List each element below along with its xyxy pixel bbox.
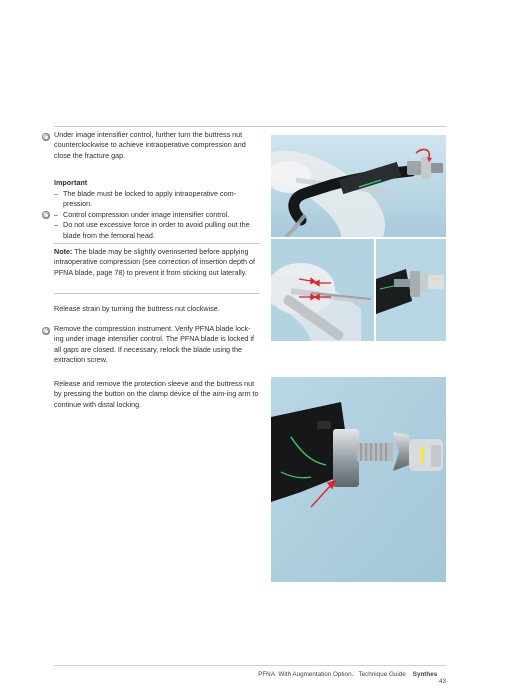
note-rule-bottom bbox=[54, 293, 260, 294]
step-2-text: Remove the compression instrument. Verify PFNA blade lock-ing under image intensifier control. The PFNA blade is locked if all gaps are closed. If necessary, relock the blade using the extraction screw. bbox=[54, 324, 255, 365]
buttress-nut-illustration bbox=[376, 239, 446, 341]
important-item-2: – Control compression under image intensifier control. bbox=[54, 210, 260, 220]
important-heading: Important bbox=[54, 178, 88, 187]
note-label: Note: bbox=[54, 247, 73, 256]
footer-rule bbox=[54, 665, 446, 666]
important-item-3: – Do not use excessive force in order to avoid pulling out the blade from the femoral head. bbox=[54, 220, 260, 241]
footer bbox=[250, 671, 446, 685]
step-1-text: Under image intensifier control, further turn the buttress nut counterclockwise to achieve intraoperative compression and close the fracture gap. bbox=[54, 130, 246, 160]
release-strain-text: Release strain by turning the buttress nut clockwise. bbox=[54, 304, 220, 313]
footer-guide: Technique Guide bbox=[358, 671, 406, 678]
compression-arrows-illustration bbox=[271, 239, 374, 341]
page-number: 43 bbox=[438, 678, 446, 685]
clamp-device-illustration bbox=[271, 377, 446, 582]
note-text: The blade may be slightly overinserted before applying intraoperative compression (see correction of insertion depth of PFNA blade, page 78) to prevent it from sticking out laterally. bbox=[54, 247, 255, 277]
note-rule-top bbox=[54, 243, 260, 244]
control-bullet-icon bbox=[42, 211, 50, 219]
step-bullet-icon bbox=[42, 133, 50, 141]
compression-instrument-illustration bbox=[271, 135, 446, 237]
release-remove-text: Release and remove the protection sleeve and the buttress nut by pressing the button on the clamp device of the aim-ing arm to continue with distal locking. bbox=[54, 379, 259, 409]
important-list bbox=[54, 189, 260, 241]
footer-doc-title: PFNA. With Augmentation Option. bbox=[258, 671, 354, 678]
note-text-block bbox=[54, 247, 260, 278]
important-item-1: – The blade must be locked to apply intraoperative com-pression. bbox=[54, 189, 260, 210]
footer-brand: Synthes bbox=[412, 671, 438, 678]
header-rule bbox=[54, 126, 446, 127]
step-bullet-icon bbox=[42, 327, 50, 335]
